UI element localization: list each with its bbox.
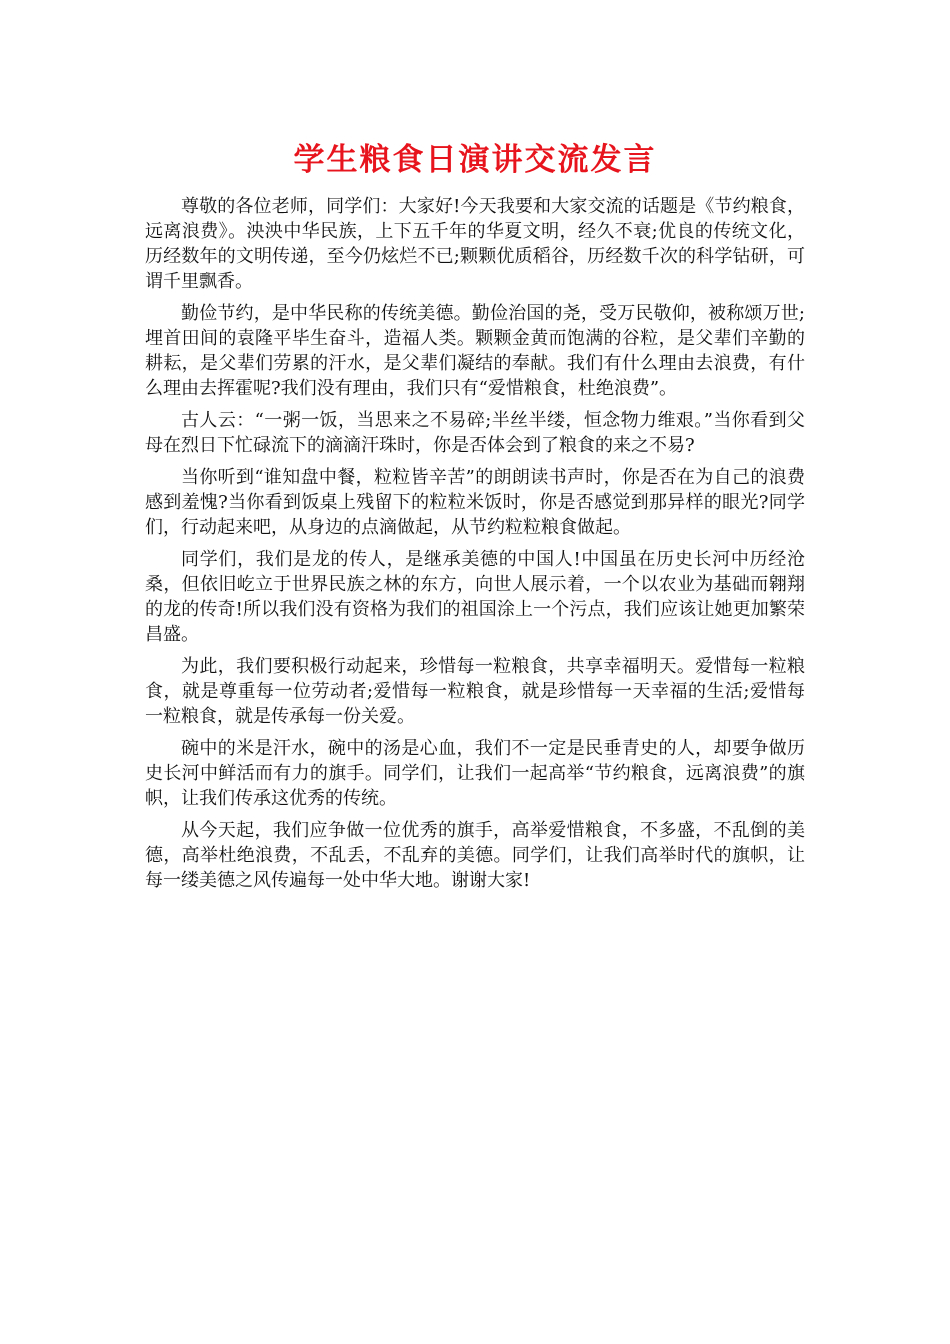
paragraph-6: 为此，我们要积极行动起来，珍惜每一粒粮食，共享幸福明天。爱惜每一粒粮食，就是尊重每一位劳动者;爱惜每一粒粮食，就是珍惜每一天幸福的生活;爱惜每一粒粮食，就是传承每一份关爱。 xyxy=(145,656,805,727)
document-body xyxy=(145,138,805,900)
paragraph-4: 当你听到“谁知盘中餐，粒粒皆辛苦”的朗朗读书声时，你是否在为自己的浪费感到羞愧?当你看到饭桌上残留下的粒粒米饭时，你是否感觉到那异样的眼光?同学们，行动起来吧，从身边的点滴做起，从节约粒粒粮食做起。 xyxy=(145,467,805,538)
paragraph-8: 从今天起，我们应争做一位优秀的旗手，高举爱惜粮食，不多盛，不乱倒的美德，高举杜绝浪费，不乱丢，不乱弃的美德。同学们，让我们高举时代的旗帜，让每一缕美德之风传遍每一处中华大地。谢谢大家! xyxy=(145,820,805,891)
paragraph-7: 碗中的米是汗水，碗中的汤是心血，我们不一定是民垂青史的人，却要争做历史长河中鲜活而有力的旗手。同学们，让我们一起高举“节约粮食，远离浪费”的旗帜，让我们传承这优秀的传统。 xyxy=(145,738,805,809)
document-title: 学生粮食日演讲交流发言 xyxy=(293,142,657,178)
paragraph-3: 古人云：“一粥一饭，当思来之不易碎;半丝半缕，恒念物力维艰。”当你看到父母在烈日下忙碌流下的滴滴汗珠时，你是否体会到了粮食的来之不易? xyxy=(145,410,805,456)
paragraph-1: 尊敬的各位老师，同学们：大家好!今天我要和大家交流的话题是《节约粮食，远离浪费》。泱泱中华民族，上下五千年的华夏文明，经久不衰;优良的传统文化，历经数年的文明传递，至今仍炫烂不已;颗颗优质稻谷，历经数千次的科学钻研，可谓千里飘香。 xyxy=(145,196,805,292)
paragraph-2: 勤俭节约，是中华民称的传统美德。勤俭治国的尧，受万民敬仰，被称颂万世;埋首田间的袁隆平毕生奋斗，造福人类。颗颗金黄而饱满的谷粒，是父辈们辛勤的耕耘，是父辈们劳累的汗水，是父辈们凝结的奉献。我们有什么理由去浪费，有什么理由去挥霍呢?我们没有理由，我们只有“爱惜粮食，杜绝浪费”。 xyxy=(145,303,805,399)
paragraph-5: 同学们，我们是龙的传人，是继承美德的中国人!中国虽在历史长河中历经沧桑，但依旧屹立于世界民族之林的东方，向世人展示着，一个以农业为基础而翱翔的龙的传奇!所以我们没有资格为我们的祖国涂上一个污点，我们应该让她更加繁荣昌盛。 xyxy=(145,549,805,645)
